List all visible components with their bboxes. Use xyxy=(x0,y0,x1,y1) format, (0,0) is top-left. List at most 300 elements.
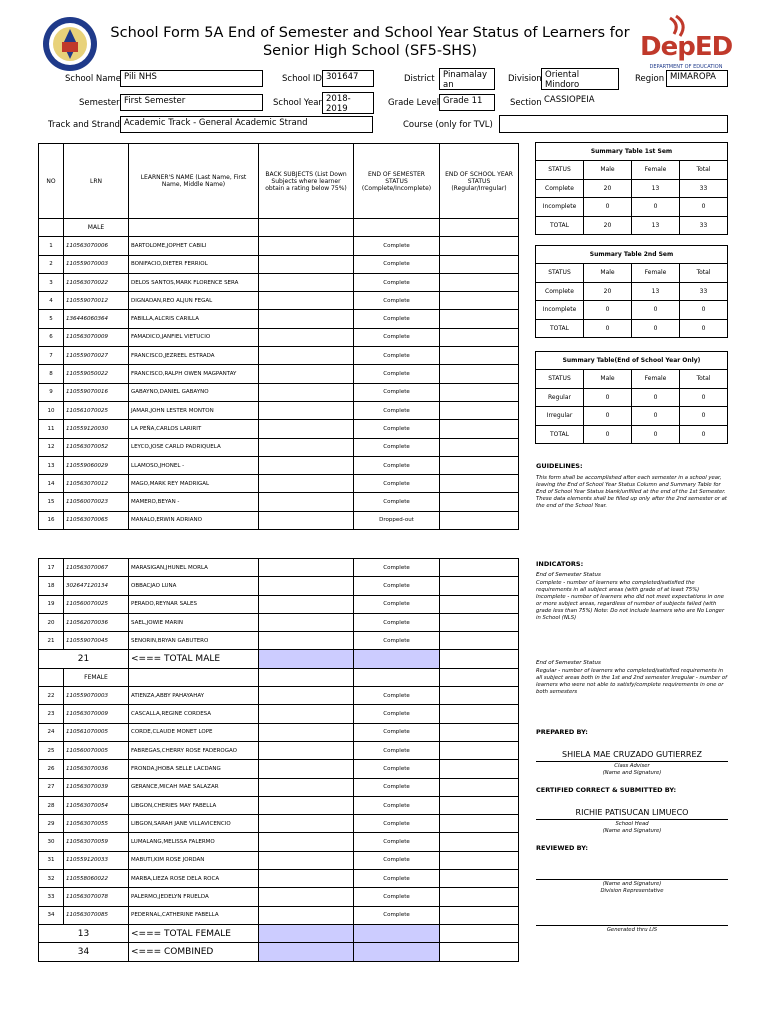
row-number: 15 xyxy=(39,493,64,511)
table-row xyxy=(39,815,519,833)
school-year-field[interactable]: 2018-2019 xyxy=(322,92,374,114)
row-back-subjects xyxy=(259,511,354,529)
summary-cell: 0 xyxy=(584,301,632,320)
row-end-sy-status xyxy=(440,511,519,529)
cell xyxy=(440,219,519,237)
table-row xyxy=(39,365,519,383)
summary-cell: 0 xyxy=(680,425,728,444)
row-end-sem-status: Complete xyxy=(354,815,440,833)
summary-cell: 0 xyxy=(584,388,632,407)
table-row xyxy=(39,237,519,255)
row-end-sem-status: Complete xyxy=(354,292,440,310)
summary-row xyxy=(536,407,728,426)
form-title xyxy=(110,24,630,60)
row-lrn: 110559120030 xyxy=(64,420,129,438)
summary-header: Male xyxy=(584,370,632,389)
row-end-sy-status xyxy=(440,870,519,888)
deped-logo xyxy=(640,14,732,74)
row-end-sy-status xyxy=(440,613,519,631)
row-learner-name: CASCALLA,REGINE CORDESA xyxy=(129,705,259,723)
learners-table-bottom xyxy=(38,558,519,962)
summary-row xyxy=(536,282,728,301)
table-row xyxy=(39,347,519,365)
summary-cell: 0 xyxy=(632,301,680,320)
row-end-sem-status: Complete xyxy=(354,347,440,365)
table-row xyxy=(39,456,519,474)
row-end-sem-status: Complete xyxy=(354,760,440,778)
row-back-subjects xyxy=(259,778,354,796)
table-row xyxy=(39,613,519,631)
deped-seal-logo xyxy=(42,16,98,72)
row-lrn: 110563070009 xyxy=(64,328,129,346)
cell xyxy=(440,650,519,668)
certified-signature-line xyxy=(536,819,728,820)
cell xyxy=(440,943,519,961)
row-lrn: 110563070067 xyxy=(64,559,129,577)
region-field[interactable]: MIMAROPA xyxy=(666,70,728,87)
row-end-sem-status: Complete xyxy=(354,613,440,631)
row-back-subjects xyxy=(259,383,354,401)
table-row xyxy=(39,705,519,723)
row-end-sy-status xyxy=(440,237,519,255)
row-lrn: 110560070005 xyxy=(64,741,129,759)
row-back-subjects xyxy=(259,456,354,474)
row-learner-name: MARASIGAN,JHUNEL MORLA xyxy=(129,559,259,577)
row-end-sy-status xyxy=(440,815,519,833)
total-female-back xyxy=(259,924,354,942)
summary-cell: 33 xyxy=(680,216,728,235)
row-learner-name: SENORIN,BRYAN GABUTERO xyxy=(129,632,259,650)
summary-cell: Incomplete xyxy=(536,301,584,320)
footer-line xyxy=(536,925,728,926)
row-lrn: 110563070039 xyxy=(64,778,129,796)
row-end-sy-status xyxy=(440,438,519,456)
summary-cell: 0 xyxy=(632,388,680,407)
row-end-sy-status xyxy=(440,328,519,346)
row-number: 22 xyxy=(39,687,64,705)
row-back-subjects xyxy=(259,815,354,833)
row-end-sy-status xyxy=(440,493,519,511)
certified-role2: (Name and Signature) xyxy=(602,828,662,834)
cell xyxy=(440,924,519,942)
col-header-name: LEARNER'S NAME (Last Name, First Name, Middle Name) xyxy=(129,144,259,219)
row-end-sem-status: Complete xyxy=(354,456,440,474)
row-end-sem-status: Complete xyxy=(354,632,440,650)
table-row xyxy=(39,906,519,924)
row-learner-name: FRANCISCO,RALPH OWEN MAGPANTAY xyxy=(129,365,259,383)
row-back-subjects xyxy=(259,595,354,613)
summary-cell: 0 xyxy=(680,319,728,338)
district-label: District xyxy=(404,74,435,84)
row-end-sy-status xyxy=(440,383,519,401)
summary-header: STATUS xyxy=(536,161,584,180)
row-lrn: 110563070022 xyxy=(64,273,129,291)
row-back-subjects xyxy=(259,273,354,291)
cell xyxy=(39,668,64,686)
row-end-sem-status: Complete xyxy=(354,383,440,401)
summary-caption: Summary Table 2nd Sem xyxy=(536,246,728,264)
summary-table-end-sy xyxy=(535,351,728,444)
summary-cell: 0 xyxy=(584,319,632,338)
row-lrn: 110563070012 xyxy=(64,475,129,493)
row-number: 16 xyxy=(39,511,64,529)
row-end-sy-status xyxy=(440,723,519,741)
table-row xyxy=(39,310,519,328)
row-learner-name: PALERMO,JEDELYN FRUELDA xyxy=(129,888,259,906)
learners-table-top xyxy=(38,143,519,530)
row-learner-name: GERANCE,MICAH MAE SALAZAR xyxy=(129,778,259,796)
cell xyxy=(39,219,64,237)
row-back-subjects xyxy=(259,493,354,511)
prepared-by-name: SHIELA MAE CRUZADO GUTIERREZ xyxy=(562,750,702,759)
certified-by-label: CERTIFIED CORRECT & SUBMITTED BY: xyxy=(536,786,677,794)
prepared-signature-line xyxy=(536,761,728,762)
row-end-sem-status: Complete xyxy=(354,687,440,705)
row-number: 12 xyxy=(39,438,64,456)
reviewed-role1: (Name and Signature) xyxy=(602,881,662,887)
row-learner-name: MARBA,LIEZA ROSE DELA ROCA xyxy=(129,870,259,888)
row-end-sy-status xyxy=(440,559,519,577)
school-id-field[interactable]: 301647 xyxy=(322,70,374,87)
track-label: Track and Strand xyxy=(48,120,120,130)
district-field[interactable]: Pinamalay an xyxy=(439,68,495,90)
row-lrn: 110561070025 xyxy=(64,401,129,419)
row-back-subjects xyxy=(259,401,354,419)
row-number: 3 xyxy=(39,273,64,291)
row-learner-name: ATIENZA,ABBY PAHAYAHAY xyxy=(129,687,259,705)
row-learner-name: FRANCISCO,JEZREEL ESTRADA xyxy=(129,347,259,365)
table-row xyxy=(39,401,519,419)
row-lrn: 110559070003 xyxy=(64,255,129,273)
summary-header: Total xyxy=(680,264,728,283)
form-title-line1: School Form 5A End of Semester and School Year Status of Learners for xyxy=(110,25,630,41)
row-back-subjects xyxy=(259,705,354,723)
summary-row xyxy=(536,179,728,198)
row-learner-name: MABUTI,KIM ROSE JORDAN xyxy=(129,851,259,869)
row-end-sem-status: Complete xyxy=(354,401,440,419)
summary-cell: 0 xyxy=(632,407,680,426)
table-row xyxy=(39,292,519,310)
row-number: 31 xyxy=(39,851,64,869)
row-learner-name: BONIFACIO,DIETER FERRIOL xyxy=(129,255,259,273)
row-number: 27 xyxy=(39,778,64,796)
summary-cell: TOTAL xyxy=(536,319,584,338)
cell xyxy=(129,668,259,686)
total-female-count: 13 xyxy=(39,924,129,942)
female-section-label: FEMALE xyxy=(64,668,129,686)
summary-table-2nd-sem xyxy=(535,245,728,338)
row-end-sy-status xyxy=(440,778,519,796)
row-number: 17 xyxy=(39,559,64,577)
semester-field[interactable]: First Semester xyxy=(120,94,263,111)
row-number: 26 xyxy=(39,760,64,778)
summary-header: STATUS xyxy=(536,370,584,389)
row-end-sy-status xyxy=(440,687,519,705)
row-number: 33 xyxy=(39,888,64,906)
col-header-no: NO xyxy=(39,144,64,219)
summary-cell: 33 xyxy=(680,179,728,198)
row-end-sy-status xyxy=(440,796,519,814)
row-learner-name: GABAYNO,DANIEL GABAYNO xyxy=(129,383,259,401)
row-lrn: 110559050022 xyxy=(64,365,129,383)
total-male-count: 21 xyxy=(39,650,129,668)
school-name-field[interactable]: Pili NHS xyxy=(120,70,263,87)
summary-header: Female xyxy=(632,161,680,180)
row-back-subjects xyxy=(259,760,354,778)
summary-cell: 33 xyxy=(680,282,728,301)
combined-count: 34 xyxy=(39,943,129,961)
summary-row xyxy=(536,198,728,217)
row-back-subjects xyxy=(259,851,354,869)
school-name-label: School Name xyxy=(65,74,121,84)
summary-header: Male xyxy=(584,161,632,180)
guidelines-text: This form shall be accomplished after each semester in a school year, leaving the End of School Year Status Column and Summary Table for End of School Year Status blank/unfilled at the end of the 1st Semester. These data elements shall be filled up only after the 2nd semester or at the end of the School Year. xyxy=(536,475,727,509)
row-back-subjects xyxy=(259,328,354,346)
row-end-sem-status: Complete xyxy=(354,420,440,438)
row-lrn: 110563070006 xyxy=(64,237,129,255)
row-end-sem-status: Complete xyxy=(354,493,440,511)
col-header-back-subjects: BACK SUBJECTS (List Down Subjects where learner obtain a rating below 75%) xyxy=(259,144,354,219)
row-back-subjects xyxy=(259,438,354,456)
row-lrn: 110563070065 xyxy=(64,511,129,529)
male-rows-page2 xyxy=(39,559,519,650)
row-learner-name: FRONDA,JHOBA SELLE LACDANG xyxy=(129,760,259,778)
row-end-sem-status: Complete xyxy=(354,595,440,613)
row-end-sy-status xyxy=(440,577,519,595)
deped-logo-text: DepED xyxy=(640,32,733,62)
row-number: 34 xyxy=(39,906,64,924)
table-row xyxy=(39,383,519,401)
row-number: 14 xyxy=(39,475,64,493)
summary-cell: Incomplete xyxy=(536,198,584,217)
generated-note: Generated thru LIS xyxy=(606,927,658,933)
row-back-subjects xyxy=(259,613,354,631)
summary-cell: Complete xyxy=(536,282,584,301)
row-back-subjects xyxy=(259,310,354,328)
indicators-text2: Regular - number of learners who completed/satisfied requirements in all subject areas both in the 1st and 2nd semester Irregular - number of learners who were not able to satisfy/complete requirements in one or both semesters xyxy=(536,668,727,695)
summary-header: Total xyxy=(680,161,728,180)
section-field[interactable]: CASSIOPEIA xyxy=(544,95,595,105)
prepared-role2: (Name and Signature) xyxy=(602,770,662,776)
grade-level-field[interactable]: Grade 11 xyxy=(439,94,495,111)
row-learner-name: PEDERNAL,CATHERINE FABELLA xyxy=(129,906,259,924)
summary-table-1st-sem xyxy=(535,142,728,235)
row-lrn: 110562070036 xyxy=(64,613,129,631)
table-row xyxy=(39,851,519,869)
row-end-sem-status: Complete xyxy=(354,888,440,906)
row-lrn: 110559060029 xyxy=(64,456,129,474)
row-lrn: 110563070085 xyxy=(64,906,129,924)
row-end-sy-status xyxy=(440,420,519,438)
row-end-sy-status xyxy=(440,292,519,310)
row-back-subjects xyxy=(259,687,354,705)
row-lrn: 110563070052 xyxy=(64,438,129,456)
row-end-sem-status: Complete xyxy=(354,328,440,346)
row-number: 11 xyxy=(39,420,64,438)
row-number: 6 xyxy=(39,328,64,346)
prepared-by-label: PREPARED BY: xyxy=(536,728,588,736)
row-lrn: 302647120134 xyxy=(64,577,129,595)
row-end-sem-status: Complete xyxy=(354,310,440,328)
row-lrn: 110563070009 xyxy=(64,705,129,723)
summary-cell: 20 xyxy=(584,216,632,235)
cell xyxy=(354,219,440,237)
summary-cell: 0 xyxy=(632,425,680,444)
row-learner-name: LUMALANG,MELISSA FALERMO xyxy=(129,833,259,851)
row-end-sy-status xyxy=(440,475,519,493)
school-year-label: School Year xyxy=(273,98,322,108)
row-number: 30 xyxy=(39,833,64,851)
row-lrn: 110558060022 xyxy=(64,870,129,888)
row-back-subjects xyxy=(259,906,354,924)
row-back-subjects xyxy=(259,559,354,577)
row-end-sy-status xyxy=(440,401,519,419)
table-row xyxy=(39,687,519,705)
row-lrn: 110563070036 xyxy=(64,760,129,778)
table-row xyxy=(39,741,519,759)
cell xyxy=(440,668,519,686)
course-field[interactable] xyxy=(499,115,728,133)
cell xyxy=(354,668,440,686)
summary-cell: 0 xyxy=(632,198,680,217)
row-number: 1 xyxy=(39,237,64,255)
division-field[interactable]: Oriental Mindoro xyxy=(541,68,619,90)
row-end-sy-status xyxy=(440,365,519,383)
summary-header: Female xyxy=(632,370,680,389)
row-end-sem-status: Complete xyxy=(354,796,440,814)
row-number: 18 xyxy=(39,577,64,595)
male-rows-page1 xyxy=(39,237,519,530)
total-male-back xyxy=(259,650,354,668)
summary-cell: 0 xyxy=(584,425,632,444)
row-learner-name: LIBGON,CHERIES MAY FABELLA xyxy=(129,796,259,814)
row-end-sem-status: Complete xyxy=(354,833,440,851)
row-learner-name: MANALO,ERWIN ADRIANO xyxy=(129,511,259,529)
total-female-sem xyxy=(354,924,440,942)
indicators-sub2: End of Semester Status xyxy=(536,660,601,666)
table-row xyxy=(39,888,519,906)
row-number: 19 xyxy=(39,595,64,613)
table-row xyxy=(39,475,519,493)
row-back-subjects xyxy=(259,255,354,273)
summary-cell: 0 xyxy=(680,198,728,217)
col-header-end-sem-status: END OF SEMESTER STATUS (Complete/Incomplete) xyxy=(354,144,440,219)
row-number: 32 xyxy=(39,870,64,888)
table-row xyxy=(39,632,519,650)
school-id-label: School ID xyxy=(282,74,322,84)
table-row xyxy=(39,438,519,456)
table-row xyxy=(39,723,519,741)
row-number: 21 xyxy=(39,632,64,650)
row-back-subjects xyxy=(259,475,354,493)
row-lrn: 110559070003 xyxy=(64,687,129,705)
indicators-text1: Complete - number of learners who completed/satisfied the requirements in all subject areas (with grade of at least 75%) Incomplete - number of learners who did not meet expectations in one or more subject areas, regardless of number of subjects failed (with grade less than 75%) Note: Do not include learners who are No Longer in School (NLS) xyxy=(536,580,725,621)
row-learner-name: LIBGON,SARAH JANE VILLAVICENCIO xyxy=(129,815,259,833)
summary-cell: Regular xyxy=(536,388,584,407)
summary-row xyxy=(536,301,728,320)
row-end-sem-status: Complete xyxy=(354,851,440,869)
row-end-sy-status xyxy=(440,741,519,759)
row-end-sem-status: Dropped-out xyxy=(354,511,440,529)
row-lrn: 110563070078 xyxy=(64,888,129,906)
row-end-sem-status: Complete xyxy=(354,559,440,577)
summary-row xyxy=(536,319,728,338)
row-end-sy-status xyxy=(440,906,519,924)
certified-role1: School Head xyxy=(615,821,649,827)
summary-cell: 20 xyxy=(584,282,632,301)
row-back-subjects xyxy=(259,888,354,906)
reviewed-role2: Division Representative xyxy=(600,888,664,894)
row-learner-name: JAMAR,JOHN LESTER MONTON xyxy=(129,401,259,419)
reviewed-by-label: REVIEWED BY: xyxy=(536,844,588,852)
row-end-sy-status xyxy=(440,851,519,869)
row-end-sy-status xyxy=(440,833,519,851)
row-number: 5 xyxy=(39,310,64,328)
summary-cell: Complete xyxy=(536,179,584,198)
summary-caption: Summary Table(End of School Year Only) xyxy=(536,352,728,370)
summary-row xyxy=(536,388,728,407)
summary-cell: 13 xyxy=(632,179,680,198)
row-back-subjects xyxy=(259,796,354,814)
summary-caption: Summary Table 1st Sem xyxy=(536,143,728,161)
row-number: 25 xyxy=(39,741,64,759)
division-label: Division xyxy=(508,74,542,84)
total-female-label: <=== TOTAL FEMALE xyxy=(129,924,259,942)
region-label: Region xyxy=(635,74,665,84)
row-end-sy-status xyxy=(440,310,519,328)
indicators-title: INDICATORS: xyxy=(536,560,584,568)
table-row xyxy=(39,493,519,511)
summary-cell: TOTAL xyxy=(536,216,584,235)
table-row xyxy=(39,760,519,778)
row-number: 9 xyxy=(39,383,64,401)
row-end-sy-status xyxy=(440,255,519,273)
row-back-subjects xyxy=(259,577,354,595)
combined-sem xyxy=(354,943,440,961)
row-learner-name: LLAMOSO,JHONEL - xyxy=(129,456,259,474)
row-learner-name: LEYCO,JOSE CARLO PADRIQUELA xyxy=(129,438,259,456)
track-field[interactable]: Academic Track - General Academic Strand xyxy=(120,116,373,133)
row-end-sem-status: Complete xyxy=(354,237,440,255)
cell xyxy=(259,219,354,237)
summary-header: Male xyxy=(584,264,632,283)
row-end-sy-status xyxy=(440,595,519,613)
row-learner-name: MAMERO,BEYAN - xyxy=(129,493,259,511)
table-row xyxy=(39,559,519,577)
row-number: 2 xyxy=(39,255,64,273)
row-number: 13 xyxy=(39,456,64,474)
row-lrn: 110563070059 xyxy=(64,833,129,851)
row-end-sem-status: Complete xyxy=(354,723,440,741)
row-lrn: 110560070025 xyxy=(64,595,129,613)
row-end-sem-status: Complete xyxy=(354,705,440,723)
combined-back xyxy=(259,943,354,961)
row-learner-name: FAMADICO,JANFIEL VIETUCIO xyxy=(129,328,259,346)
table-row xyxy=(39,511,519,529)
row-lrn: 110559070016 xyxy=(64,383,129,401)
cell xyxy=(259,668,354,686)
row-end-sy-status xyxy=(440,347,519,365)
summary-cell: 0 xyxy=(680,301,728,320)
summary-header: Total xyxy=(680,370,728,389)
row-learner-name: LA PEÑA,CARLOS LARIRIT xyxy=(129,420,259,438)
summary-row xyxy=(536,216,728,235)
row-number: 29 xyxy=(39,815,64,833)
total-male-label: <=== TOTAL MALE xyxy=(129,650,259,668)
row-end-sy-status xyxy=(440,632,519,650)
semester-label: Semester xyxy=(79,98,120,108)
row-learner-name: BARTOLOME,JOPHET CABILI xyxy=(129,237,259,255)
